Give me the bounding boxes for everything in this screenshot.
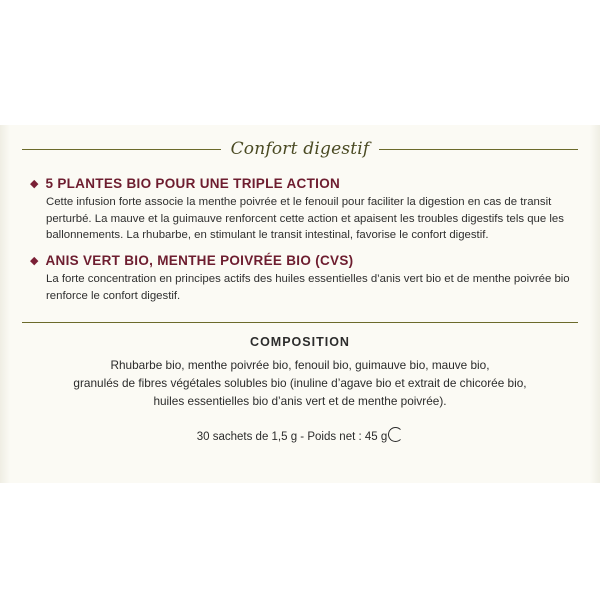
benefit-heading-1: 5 PLANTES BIO POUR UNE TRIPLE ACTION [45, 176, 341, 191]
benefit-heading-row-1 [30, 176, 570, 191]
benefit-block-2 [30, 253, 570, 304]
composition-title: COMPOSITION [250, 335, 350, 350]
estimated-sign-icon [388, 427, 403, 442]
net-weight-text: 30 sachets de 1,5 g - Poids net : 45 g [196, 430, 388, 443]
benefit-text-2: La forte concentration en principes actifs des huiles essentielles d’anis vert bio et de menthe poivrée bio renforce le confort digestif. [46, 272, 570, 302]
composition-footer-row [197, 425, 404, 443]
composition-body [26, 357, 574, 411]
product-title: Confort digestif [230, 139, 370, 159]
title-rule-right [379, 149, 578, 150]
composition-line: granulés de fibres végétales solubles bio (inuline d’agave bio et extrait de chicorée bio, [73, 376, 527, 391]
product-title-row [8, 125, 592, 159]
benefit-heading-row-2 [30, 253, 570, 268]
diamond-bullet-icon: ◆ [30, 254, 39, 267]
composition-line: Rhubarbe bio, menthe poivrée bio, fenouil bio, guimauve bio, mauve bio, [110, 358, 490, 373]
benefit-text-1: Cette infusion forte associe la menthe poivrée et le fenouil pour faciliter la digestion en cas de transit perturbé. La mauve et la guimauve renforcent cette action et apaisent les troubles digestifs tels que les ballonnements. La rhubarbe, en stimulant le transit intestinal, favorise le confort digestif. [46, 196, 564, 242]
diamond-bullet-icon: ◆ [30, 178, 39, 190]
benefit-heading-2: ANIS VERT BIO, MENTHE POIVRÉE BIO (CVS) [45, 252, 354, 268]
benefit-block-1 [30, 176, 570, 244]
benefits-section [8, 159, 592, 312]
title-rule-left [22, 149, 221, 150]
composition-line: huiles essentielles bio d’anis vert et de menthe poivrée). [153, 394, 447, 409]
panel-content [8, 125, 592, 483]
composition-section [8, 323, 592, 445]
product-packaging-panel [0, 125, 600, 483]
